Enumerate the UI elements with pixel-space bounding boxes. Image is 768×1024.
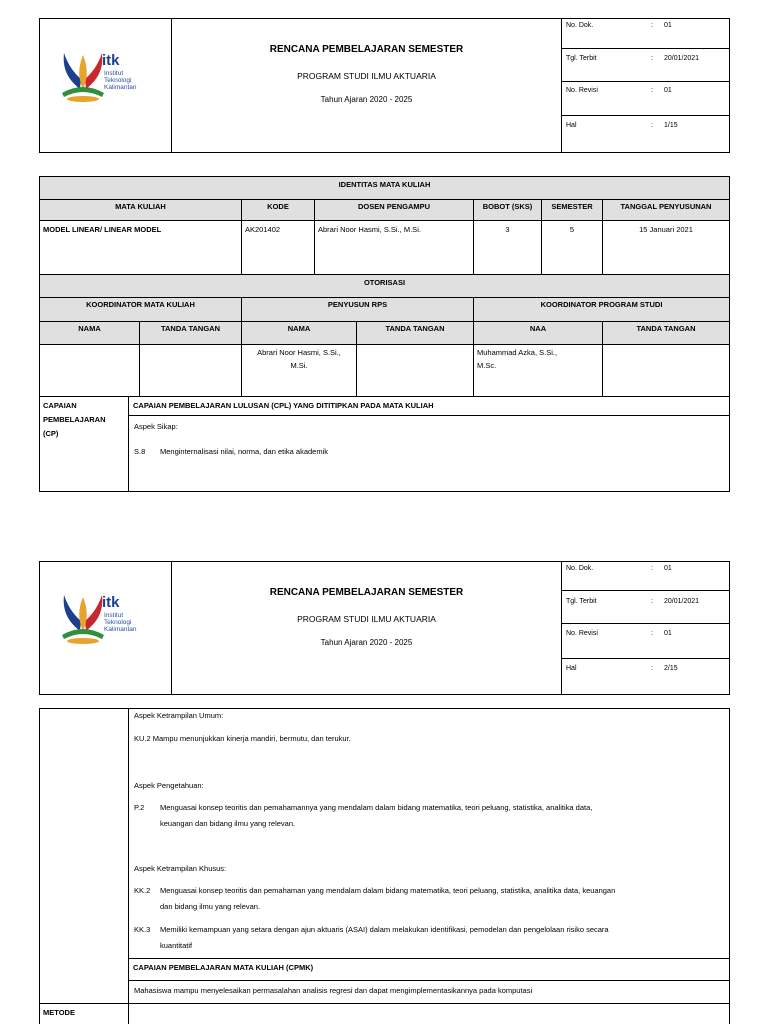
doc-title: RENCANA PEMBELAJARAN SEMESTER [269,587,464,598]
kk2-code: KK.2 [134,886,151,895]
program-name: PROGRAM STUDI ILMU AKTUARIA [297,614,436,624]
subhead-tanda-tangan: TANDA TANGAN [385,324,445,333]
meta-colon: : [651,55,653,62]
p2-text-line-2: keuangan dan bidang ilmu yang relevan. [160,819,296,828]
cp-label-line-2: PEMBELAJARAN [43,415,106,424]
value-dosen: Abrari Noor Hasmi, S.Si., M.Si. [318,225,421,234]
p2-code: P.2 [134,803,145,812]
logo-line-2: Teknologi [104,77,132,84]
meta-value-no-dok: 01 [664,565,672,572]
kk2-text-line-2: dan bidang ilmu yang relevan. [160,902,261,911]
col-semester: SEMESTER [551,202,593,211]
aspek-pengetahuan-heading: Aspek Pengetahuan: [134,781,204,790]
meta-label-no-revisi: No. Revisi [566,87,598,94]
logo-acronym: itk [102,52,120,69]
meta-label-hal: Hal [566,122,577,129]
meta-label-no-dok: No. Dok. [566,22,594,29]
aspek-ketrampilan-umum-heading: Aspek Ketrampilan Umum: [134,711,224,720]
s8-text: Menginternalisasi nilai, norma, dan etika akademik [160,447,329,456]
cpl-heading: CAPAIAN PEMBELAJARAN LULUSAN (CPL) YANG DITITIPKAN PADA MATA KULIAH [133,401,434,410]
cp-label-line-3: (CP) [43,429,59,438]
meta-label-no-dok: No. Dok. [566,565,594,572]
itk-logo [58,587,170,647]
value-tanggal: 15 Januari 2021 [639,225,693,234]
logo-line-3: Kalimantan [104,84,137,91]
subhead-nama: NAMA [78,324,101,333]
meta-value-hal: 1/15 [664,122,678,129]
doc-title: RENCANA PEMBELAJARAN SEMESTER [269,44,464,55]
s8-code: S.8 [134,447,146,456]
cp-label-line-1: CAPAIAN [43,401,77,410]
group-penyusun: PENYUSUN RPS [327,300,388,309]
meta-value-tgl-terbit: 20/01/2021 [664,55,700,62]
kk3-code: KK.3 [134,925,151,934]
kk3-text-line-1: Memiliki kemampuan yang setara dengan ajun aktuaris (ASAI) dalam melakukan identifikasi, pemodelan dan pengelolaan risiko secara [160,925,609,934]
group-koordinator-mk: KOORDINATOR MATA KULIAH [86,300,195,309]
identitas-heading: IDENTITAS MATA KULIAH [338,180,431,189]
meta-label-hal: Hal [566,665,577,672]
meta-value-no-revisi: 01 [664,87,672,94]
kk3-text-line-2: kuantitatif [160,941,193,950]
ku2-text: KU.2 Mampu menunjukkan kinerja mandiri, bermutu, dan terukur. [134,734,351,743]
meta-value-tgl-terbit: 20/01/2021 [664,598,700,605]
aspek-ketrampilan-khusus-heading: Aspek Ketrampilan Khusus: [134,864,227,873]
col-mata-kuliah: MATA KULIAH [115,202,166,211]
meta-colon: : [651,565,653,572]
koordinator-prodi-line-2: M.Sc. [477,361,497,370]
value-semester: 5 [569,225,575,234]
meta-colon: : [651,598,653,605]
meta-label-no-revisi: No. Revisi [566,630,598,637]
meta-colon: : [651,665,653,672]
meta-colon: : [651,630,653,637]
otorisasi-heading: OTORISASI [363,278,406,287]
meta-colon: : [651,122,653,129]
penyusun-name-line-1: Abrari Noor Hasmi, S.Si., [257,348,341,357]
group-koordinator-prodi: KOORDINATOR PROGRAM STUDI [540,300,663,309]
koordinator-prodi-line-1: Muhammad Azka, S.Si., [477,348,558,357]
value-bobot: 3 [505,225,510,234]
cpmk-heading: CAPAIAN PEMBELAJARAN MATA KULIAH (CPMK) [133,963,314,972]
value-kode: AK201402 [245,225,281,234]
metode-label: METODE [43,1008,75,1017]
logo-line-2: Teknologi [104,619,132,626]
logo-line-3: Kalimantan [104,626,137,633]
logo-line-1: Institut [104,70,124,77]
meta-colon: : [651,22,653,29]
subhead-nama: NAMA [287,324,311,333]
meta-label-tgl-terbit: Tgl. Terbit [566,55,597,62]
subhead-tanda-tangan: TANDA TANGAN [636,324,696,333]
col-bobot: BOBOT (SKS) [482,202,533,211]
subhead-naa: NAA [529,324,547,333]
academic-year: Tahun Ajaran 2020 - 2025 [320,638,413,647]
p2-text-line-1: Menguasai konsep teoritis dan pemahamannya yang mendalam dalam bidang matematika, teori peluang, statistika, analitika data, [160,803,593,812]
program-name: PROGRAM STUDI ILMU AKTUARIA [297,71,436,81]
aspek-sikap-heading: Aspek Sikap: [134,422,178,431]
itk-logo [58,45,170,105]
col-dosen: DOSEN PENGAMPU [357,202,431,211]
subhead-tanda-tangan: TANDA TANGAN [160,324,221,333]
academic-year: Tahun Ajaran 2020 - 2025 [320,95,413,104]
meta-label-tgl-terbit: Tgl. Terbit [566,598,597,605]
logo-acronym: itk [102,594,120,611]
cpmk-text: Mahasiswa mampu menyelesaikan permasalahan analisis regresi dan dapat mengimplementasikannya pada komputasi [134,986,533,995]
meta-value-no-dok: 01 [664,22,672,29]
value-mata-kuliah: MODEL LINEAR/ LINEAR MODEL [43,225,162,234]
penyusun-name-line-2: M.Si. [290,361,308,370]
logo-line-1: Institut [104,612,124,619]
meta-value-hal: 2/15 [664,665,678,672]
col-tanggal: TANGGAL PENYUSUNAN [620,202,712,211]
kk2-text-line-1: Menguasai konsep teoritis dan pemahaman yang mendalam dalam bidang matematika, teori peluang, statistika, analitika data, keuangan [160,886,616,895]
meta-colon: : [651,87,653,94]
col-kode: KODE [267,202,289,211]
meta-value-no-revisi: 01 [664,630,672,637]
